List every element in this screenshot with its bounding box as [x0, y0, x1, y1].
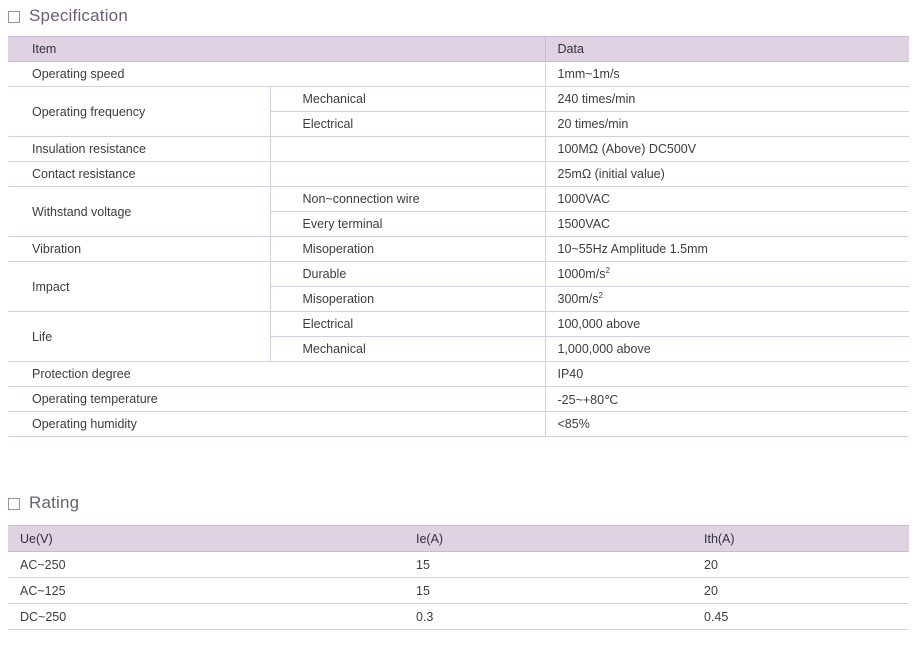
cell-ue: DC~250 [8, 604, 404, 630]
cell-subitem: Mechanical [270, 337, 545, 362]
section-title: Rating [29, 493, 80, 512]
cell-ith: 0.45 [692, 604, 909, 630]
table-row [8, 62, 909, 87]
cell-ue: AC~125 [8, 578, 404, 604]
cell-data: 20 times/min [545, 112, 909, 137]
cell-item: Operating frequency [8, 87, 270, 137]
cell-item: Life [8, 312, 270, 362]
cell-data: -25~+80℃ [545, 387, 909, 412]
cell-ith: 20 [692, 552, 909, 578]
table-row [8, 87, 909, 112]
table-row [8, 604, 909, 630]
cell-data: $300m/s^2$ [545, 287, 909, 312]
cell-data: IP40 [545, 362, 909, 387]
section-title: Specification [29, 6, 128, 25]
cell-data: 240 times/min [545, 87, 909, 112]
unit-exponent: 2 [598, 291, 603, 301]
cell-data: 1,000,000 above [545, 337, 909, 362]
cell-ith: 20 [692, 578, 909, 604]
rating-heading [0, 493, 917, 513]
cell-data: 1500VAC [545, 212, 909, 237]
empty-square-marker-icon [8, 11, 20, 23]
table-row [8, 387, 909, 412]
cell-item: Protection degree [8, 362, 545, 387]
cell-subitem: Every terminal [270, 212, 545, 237]
table-row [8, 237, 909, 262]
cell-subitem: Misoperation [270, 287, 545, 312]
cell-data: $1000m/s^2$ [545, 262, 909, 287]
heading-spacer [0, 513, 917, 525]
cell-subitem [270, 137, 545, 162]
table-row [8, 578, 909, 604]
cell-data: 1mm~1m/s [545, 62, 909, 87]
cell-item: Operating temperature [8, 387, 545, 412]
heading-spacer [0, 26, 917, 36]
cell-item: Operating humidity [8, 412, 545, 437]
cell-data: 10~55Hz Amplitude 1.5mm [545, 237, 909, 262]
column-header-ue: Ue(V) [8, 526, 404, 552]
section-spacer [0, 437, 917, 493]
cell-item: Withstand voltage [8, 187, 270, 237]
cell-subitem: Electrical [270, 112, 545, 137]
specification-heading [0, 6, 917, 26]
table-row [8, 162, 909, 187]
unit-exponent: 2 [605, 266, 610, 276]
cell-item: Vibration [8, 237, 270, 262]
cell-data: 25mΩ (initial value) [545, 162, 909, 187]
cell-item: Impact [8, 262, 270, 312]
cell-data: <85% [545, 412, 909, 437]
cell-ue: AC~250 [8, 552, 404, 578]
table-row [8, 412, 909, 437]
column-header-ie: Ie(A) [404, 526, 692, 552]
table-row [8, 262, 909, 287]
cell-subitem: Misoperation [270, 237, 545, 262]
cell-ie: 0.3 [404, 604, 692, 630]
cell-subitem: Electrical [270, 312, 545, 337]
specification-table [8, 36, 909, 437]
cell-data: 1000VAC [545, 187, 909, 212]
table-row [8, 552, 909, 578]
table-row [8, 312, 909, 337]
cell-ie: 15 [404, 552, 692, 578]
table-header-row [8, 526, 909, 552]
rating-table [8, 525, 909, 630]
table-row [8, 362, 909, 387]
cell-item: Insulation resistance [8, 137, 270, 162]
cell-subitem: Mechanical [270, 87, 545, 112]
cell-ie: 15 [404, 578, 692, 604]
column-header-data: Data [545, 37, 909, 62]
cell-item: Operating speed [8, 62, 545, 87]
cell-data: 100,000 above [545, 312, 909, 337]
empty-square-marker-icon [8, 498, 20, 510]
cell-data: 100MΩ (Above) DC500V [545, 137, 909, 162]
table-row [8, 187, 909, 212]
column-header-item: Item [8, 37, 545, 62]
cell-item: Contact resistance [8, 162, 270, 187]
table-row [8, 137, 909, 162]
table-header-row [8, 37, 909, 62]
cell-subitem: Non~connection wire [270, 187, 545, 212]
cell-subitem: Durable [270, 262, 545, 287]
column-header-ith: Ith(A) [692, 526, 909, 552]
cell-subitem [270, 162, 545, 187]
